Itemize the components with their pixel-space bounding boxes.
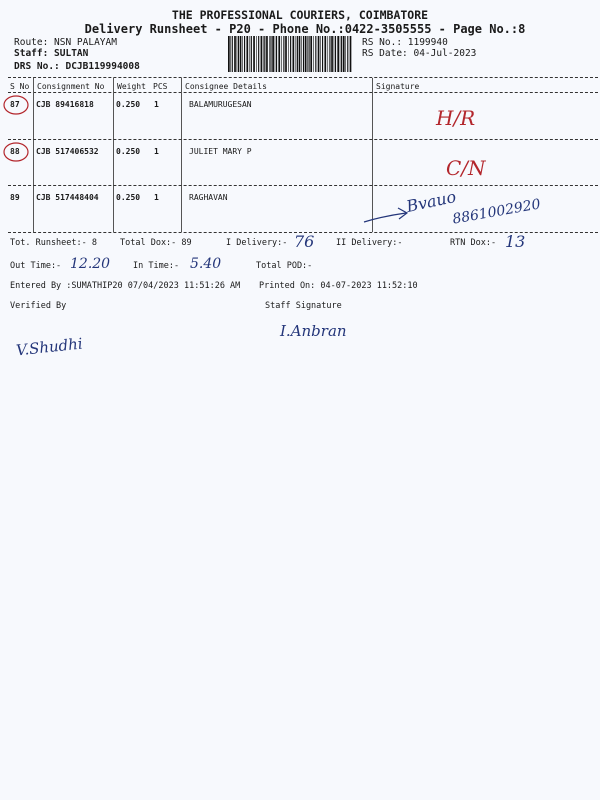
staff-label: Staff: SULTAN bbox=[14, 48, 89, 59]
rs-date: RS Date: 04-Jul-2023 bbox=[362, 48, 477, 59]
row-weight: 0.250 bbox=[116, 193, 141, 202]
row-consignment: CJB 517448404 bbox=[36, 193, 99, 202]
total-pod-label: Total POD:- bbox=[256, 261, 313, 271]
row-signature: C/N bbox=[446, 156, 486, 180]
row-consignee: JULIET MARY P bbox=[189, 147, 252, 156]
col-divider bbox=[181, 78, 182, 232]
total-dox: Total Dox:- 89 bbox=[120, 238, 192, 248]
total-runsheet: Tot. Runsheet:- 8 bbox=[10, 238, 97, 248]
col-divider bbox=[33, 78, 34, 232]
row-signature-phone: 8861002920 bbox=[451, 196, 542, 228]
ii-delivery-label: II Delivery:- bbox=[336, 238, 403, 248]
row-rule bbox=[8, 185, 598, 186]
out-time-label: Out Time:- bbox=[10, 261, 62, 271]
table-header-rule bbox=[8, 92, 598, 93]
rtn-dox-label: RTN Dox:- bbox=[450, 238, 497, 248]
row-rule bbox=[8, 139, 598, 140]
row-weight: 0.250 bbox=[116, 147, 141, 156]
row-consignment: CJB 89416818 bbox=[36, 100, 94, 109]
arrow-head bbox=[398, 208, 407, 219]
row-weight: 0.250 bbox=[116, 100, 141, 109]
in-time-value: 5.40 bbox=[190, 256, 222, 272]
row-signature: H/R bbox=[436, 106, 476, 130]
i-delivery-label: I Delivery:- bbox=[226, 238, 288, 248]
rs-number: RS No.: 1199940 bbox=[362, 37, 448, 48]
in-time-label: In Time:- bbox=[133, 261, 180, 271]
row-pcs: 1 bbox=[154, 100, 159, 109]
col-header-consignment: Consignment No bbox=[37, 82, 105, 91]
row-sno: 87 bbox=[10, 100, 20, 109]
runsheet-subtitle: Delivery Runsheet - P20 - Phone No.:0422-3505555 - Page No.:8 bbox=[84, 22, 526, 36]
route-label: Route: NSN PALAYAM bbox=[14, 37, 117, 48]
row-sno: 88 bbox=[10, 147, 20, 156]
printed-on: Printed On: 04-07-2023 11:52:10 bbox=[259, 281, 418, 291]
drs-number: DRS No.: DCJB119994008 bbox=[14, 61, 140, 72]
table-top-rule bbox=[8, 77, 598, 78]
row-pcs: 1 bbox=[154, 147, 159, 156]
col-divider bbox=[113, 78, 114, 232]
company-title: THE PROFESSIONAL COURIERS, COIMBATORE bbox=[171, 8, 429, 22]
row-consignment: CJB 517406532 bbox=[36, 147, 99, 156]
col-header-weight: Weight bbox=[117, 82, 146, 91]
rtn-dox-value: 13 bbox=[505, 232, 526, 251]
staff-signature-label: Staff Signature bbox=[265, 301, 342, 311]
row-signature: Bvauo bbox=[404, 186, 458, 217]
entered-by: Entered By :SUMATHIP20 07/04/2023 11:51:26 AM bbox=[10, 281, 241, 291]
row-consignee: BALAMURUGESAN bbox=[189, 100, 252, 109]
arrow-line bbox=[364, 213, 406, 222]
staff-signature: I.Anbran bbox=[280, 322, 347, 340]
out-time-value: 12.20 bbox=[70, 256, 111, 272]
col-header-consignee: Consignee Details bbox=[185, 82, 267, 91]
barcode bbox=[228, 36, 354, 72]
i-delivery-value: 76 bbox=[294, 232, 315, 251]
row-pcs: 1 bbox=[154, 193, 159, 202]
col-header-pcs: PCS bbox=[153, 82, 168, 91]
verified-signature: V.Shudhi bbox=[15, 334, 84, 360]
row-sno: 89 bbox=[10, 193, 20, 202]
row-consignee: RAGHAVAN bbox=[189, 193, 228, 202]
col-header-signature: Signature bbox=[376, 82, 420, 91]
col-divider bbox=[372, 78, 373, 232]
verified-by-label: Verified By bbox=[10, 301, 67, 311]
col-header-sno: S No bbox=[10, 82, 30, 91]
